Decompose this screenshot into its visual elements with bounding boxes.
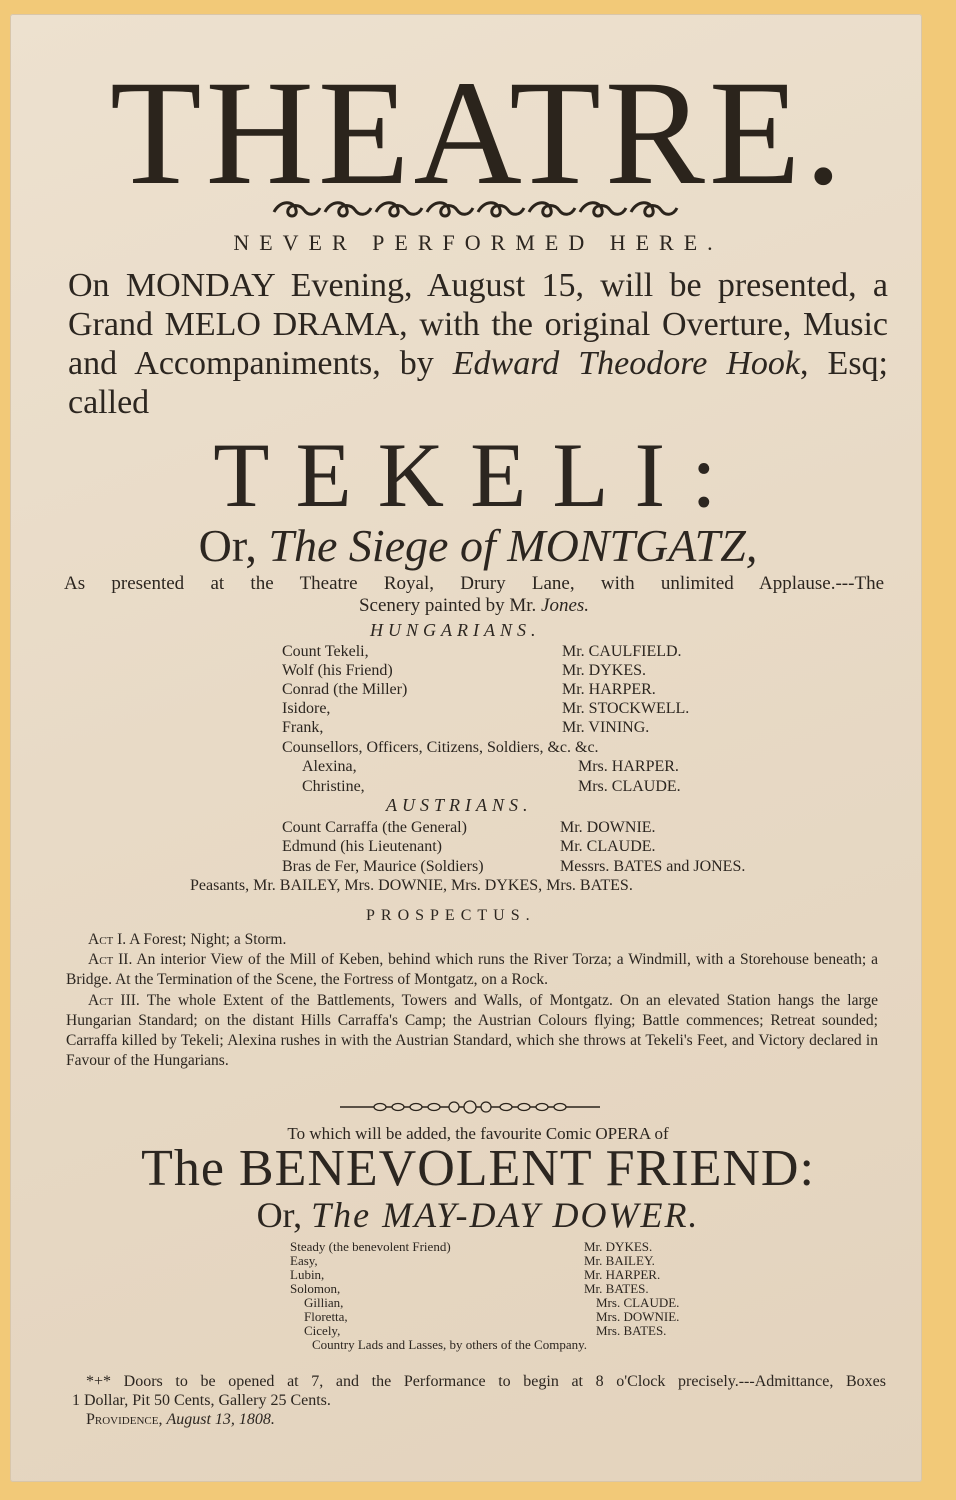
cast-actor: Mrs. BATES.: [596, 1323, 667, 1338]
cast-role: Count Carraffa (the General): [282, 819, 467, 836]
cast-actor: Mrs. HARPER.: [578, 758, 679, 775]
country-line: Country Lads and Lasses, by others of the Company.: [312, 1337, 587, 1352]
cast-actor: Mrs. CLAUDE.: [578, 778, 681, 795]
act-3: [66, 991, 878, 1072]
hungarians-heading: HUNGARIANS.: [370, 620, 541, 640]
presented-note: [64, 573, 884, 617]
act-text: A Forest; Night; a Storm.: [126, 931, 287, 948]
subtitle-prefix: Or,: [256, 1195, 312, 1235]
cast-role: Steady (the benevolent Friend): [290, 1239, 451, 1254]
never-performed: NEVER PERFORMED HERE.: [233, 230, 723, 255]
cast-actor: Mr. HARPER.: [562, 681, 656, 698]
cast-actor: Mr. VINING.: [562, 719, 650, 736]
footer-line-2: 1 Dollar, Pit 50 Cents, Gallery 25 Cents.: [72, 1392, 331, 1409]
cast-actor: Messrs. BATES and JONES.: [560, 858, 746, 875]
cast-actor: Mrs. CLAUDE.: [596, 1295, 680, 1310]
cast-actor: Mr. CLAUDE.: [560, 838, 656, 855]
act-label: Act III.: [88, 991, 140, 1009]
cast-role: Isidore,: [282, 700, 331, 717]
subtitle-italic: The MAY-DAY DOWER.: [311, 1195, 700, 1235]
footer-line-1: *+* Doors to be opened at 7, and the Performance to begin at 8 o'Clock precisely.---Admittance, Boxes: [86, 1373, 886, 1390]
main-play-subtitle: [0, 520, 956, 572]
cast-role: Conrad (the Miller): [282, 681, 408, 698]
cast-role: Alexina,: [302, 758, 357, 775]
act-text: An interior View of the Mill of Keben, behind which runs the River Torza; a Windmill, with a Storehouse beneath; a Bridge. At the Termination of the Scene, the Fortress of Montgatz, on a Rock.: [66, 951, 878, 989]
act-2: [66, 950, 878, 990]
cast-role: Cicely,: [304, 1323, 341, 1338]
afterpiece-intro: To which will be added, the favourite Comic OPERA of: [287, 1124, 669, 1143]
ornament-band: [270, 198, 680, 220]
prospectus-heading: PROSPECTUS.: [366, 907, 536, 924]
cast-actor: Mr. CAULFIELD.: [562, 643, 682, 660]
cast-role: Edmund (his Lieutenant): [282, 838, 442, 855]
cast-actor: Mr. DYKES.: [584, 1239, 653, 1254]
footer-notice: [72, 1372, 886, 1429]
presented-line-1: As presented at the Theatre Royal, Drury Lane, with unlimited Applause.---The: [64, 573, 884, 594]
counsellors-line: Counsellors, Officers, Citizens, Soldiers, &c. &c.: [282, 739, 599, 756]
scenery-painter: Jones.: [541, 595, 590, 616]
subtitle-prefix: Or,: [198, 520, 269, 571]
austrians-heading: AUSTRIANS.: [386, 795, 533, 815]
act-label: Act I.: [88, 931, 127, 948]
act-text: The whole Extent of the Battlements, Towers and Walls, of Montgatz. On an elevated Station hangs the large Hungarian Standard; on the distant Hills Carraffa's Camp; the Austrian Colours flying; Battle commences; Retreat sounded; Carraffa killed by Tekeli; Alexina rushes in with the Austrian Standard, which she throws at Tekeli's Feet, and Victory declared in Favour of the Hungarians.: [66, 991, 878, 1070]
cast-actor: Mr. BAILEY.: [584, 1253, 655, 1268]
footer-date: August 13, 1808.: [166, 1411, 275, 1428]
cast-role: Easy,: [290, 1253, 318, 1268]
peasants-line: Peasants, Mr. BAILEY, Mrs. DOWNIE, Mrs. DYKES, Mrs. BATES.: [190, 877, 633, 894]
cast-role: Frank,: [282, 719, 324, 736]
cast-actor: Mr. STOCKWELL.: [562, 700, 690, 717]
author-name: Edward Theodore Hook: [452, 345, 800, 382]
cast-role: Floretta,: [304, 1309, 348, 1324]
scenery-text: Scenery painted by Mr.: [358, 595, 542, 616]
cast-role: Wolf (his Friend): [282, 662, 393, 679]
intro-paragraph: [68, 266, 888, 422]
intro-text-2: , Esq; called: [68, 345, 888, 421]
cast-role: Lubin,: [290, 1267, 325, 1282]
cast-role: Bras de Fer, Maurice (Soldiers): [282, 858, 484, 875]
cast-role: Gillian,: [304, 1295, 344, 1310]
subtitle-italic: The Siege of MONTGATZ,: [268, 520, 758, 571]
act-label: Act II.: [88, 951, 133, 969]
intro-text-1: On MONDAY Evening, August 15, will be presented, a Grand MELO DRAMA, with the original Overture, Music and Accompaniments, by: [68, 267, 888, 382]
prospectus-body: [66, 930, 878, 1071]
cast-actor: Mrs. DOWNIE.: [596, 1309, 680, 1324]
afterpiece-subtitle: [0, 1193, 956, 1237]
cast-role: Count Tekeli,: [282, 643, 369, 660]
footer-date-line: [86, 1410, 886, 1429]
act-1: [66, 930, 878, 950]
presented-line-2: [64, 595, 884, 617]
footer-place: Providence,: [86, 1411, 163, 1428]
cast-actor: Mr. DOWNIE.: [560, 819, 656, 836]
main-play-title: TEKELI:: [213, 424, 743, 526]
cast-role: Christine,: [302, 778, 365, 795]
cast-actor: Mr. DYKES.: [562, 662, 647, 679]
cast-actor: Mr. BATES.: [584, 1281, 649, 1296]
afterpiece-title: The BENEVOLENT FRIEND:: [141, 1140, 815, 1197]
page-title: THEATRE.: [109, 50, 847, 216]
cast-actor: Mr. HARPER.: [584, 1267, 661, 1282]
cast-role: Solomon,: [290, 1281, 341, 1296]
divider-ornament: [340, 1097, 600, 1117]
